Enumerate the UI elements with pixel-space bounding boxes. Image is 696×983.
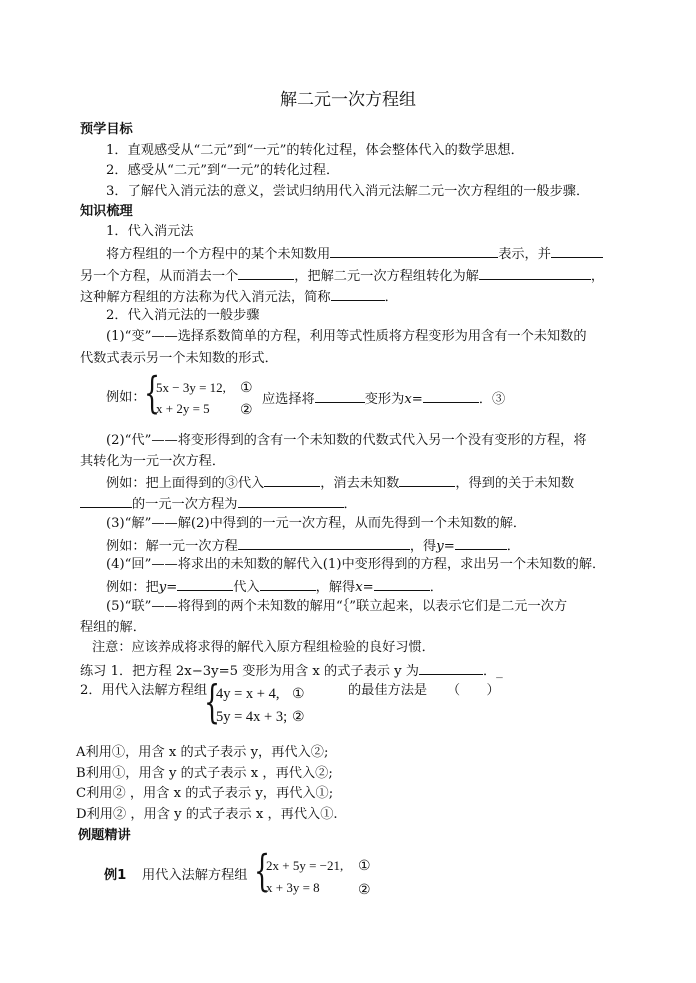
variable: x — [355, 580, 363, 595]
text-span: ．_ — [482, 664, 503, 679]
fill-blank — [238, 537, 410, 550]
subheading-substitution: 1．代入消元法 — [106, 224, 194, 239]
note: 注意：应该养成将求得的解代入原方程组检验的良好习惯． — [92, 640, 435, 655]
option-c: C利用② ，用含 x 的式子表示 y，再代入①; — [76, 786, 334, 801]
text-span: ， — [590, 269, 605, 284]
step-3: (3)“解”——解(2)中得到的一元一次方程，从而先得到一个未知数的解． — [106, 516, 527, 531]
equation-2: x + 2y = 5 — [156, 401, 210, 416]
text-span: ． — [506, 539, 520, 554]
fill-blank — [238, 495, 344, 508]
equation-number-2: ② — [358, 882, 371, 898]
equation-1: 4y = x + 4, — [216, 686, 280, 702]
fill-blank — [260, 578, 316, 591]
practice-1 — [80, 662, 503, 680]
question-tail: 的最佳方法是 （ ） — [348, 683, 500, 698]
equation-number-1: ① — [240, 380, 253, 396]
system-brace: { — [204, 675, 221, 728]
equation-number-2: ② — [292, 709, 305, 725]
text-span: = — [166, 580, 178, 595]
section-heading-knowledge: 知识梳理 — [80, 204, 133, 219]
example-lead: 例如： — [106, 390, 146, 405]
text-span: ，得到的关于未知数 — [455, 476, 575, 491]
fill-blank — [419, 662, 483, 675]
text-span: 表示，并 — [498, 247, 551, 262]
option-b: B利用①，用含 y 的式子表示 x ，再代入②; — [76, 766, 333, 781]
text-span: ． — [384, 290, 398, 305]
text-span: ，把解二元一次方程组转化为解 — [294, 269, 479, 284]
equation-1: 5x − 3y = 12, — [156, 380, 226, 395]
fill-blank — [374, 578, 430, 591]
equation-number-1: ① — [292, 686, 305, 702]
fill-blank — [80, 495, 132, 508]
fill-blank — [330, 245, 498, 258]
fill-blank — [423, 390, 479, 403]
text-span: 例如：解一元一次方程 — [106, 539, 238, 554]
text-span: 例如：把上面得到的③代入 — [106, 476, 265, 491]
step-5-line-1: (5)“联”——将得到的两个未知数的解用“｛”联立起来，以表示它们是二元一次方 — [106, 599, 568, 614]
text-span: ． — [343, 497, 357, 512]
step-5-line-2: 程组的解． — [80, 620, 146, 635]
system-brace: { — [144, 367, 161, 419]
step-4: (4)“回”——将求出的未知数的解代入(1)中变形得到的方程，求出另一个未知数的解． — [106, 557, 606, 572]
text-span: 这种解方程组的方法称为代入消元法，简称 — [80, 290, 331, 305]
paragraph-line — [106, 578, 443, 596]
section-heading-goals: 预学目标 — [80, 122, 133, 137]
paragraph-line — [106, 245, 603, 263]
equation-2: x + 3y = 8 — [266, 880, 320, 895]
text-span: 例如：把 — [106, 580, 159, 595]
text-span: 代入 — [233, 580, 260, 595]
text-span: 练习 1．把方程 2x−3y=5 变形为用含 x 的式子表示 y 为 — [80, 664, 419, 679]
option-a: A利用①，用含 x 的式子表示 y，再代入②; — [76, 745, 329, 760]
practice-2-lead: 2．用代入法解方程组 — [80, 683, 208, 698]
option-d: D利用② ，用含 y 的式子表示 x ，再代入①. — [76, 807, 338, 822]
equation-number-2: ② — [240, 402, 253, 418]
equation-number-1: ① — [358, 858, 371, 874]
example-label: 例1 — [104, 868, 127, 883]
goal-item-2: 2．感受从“二元”到“一元”的转化过程． — [106, 163, 340, 178]
fill-blank — [315, 390, 365, 403]
fill-blank — [238, 267, 294, 280]
text-span: ． — [429, 580, 443, 595]
fill-blank — [177, 578, 233, 591]
section-heading-examples: 例题精讲 — [78, 828, 131, 843]
paragraph-line — [80, 495, 357, 513]
paragraph-line — [106, 474, 574, 492]
fill-blank — [399, 474, 455, 487]
step-2-line-1: (2)“代”——将变形得到的含有一个未知数的代数式代入另一个没有变形的方程，将 — [106, 433, 587, 448]
variable: x — [404, 392, 412, 407]
step-1-line-2: 代数式表示另一个未知数的形式． — [80, 351, 278, 366]
page-title: 解二元一次方程组 — [280, 90, 416, 110]
fill-blank — [455, 537, 507, 550]
text-span: ，得 — [409, 539, 437, 554]
fill-blank — [331, 288, 385, 301]
goal-item-3: 3．了解代入消元法的意义，尝试归纳用代入消元法解二元一次方程组的一般步骤． — [106, 184, 590, 199]
variable: y — [436, 539, 444, 554]
text-span: 将方程组的一个方程中的某个未知数用 — [106, 247, 331, 262]
text-span: 的一元一次方程为 — [132, 497, 238, 512]
system-brace: { — [254, 845, 271, 897]
paragraph-line — [80, 288, 398, 306]
text-span: = — [411, 392, 423, 407]
text-span: 变形为 — [364, 392, 405, 407]
text-span: 应选择将 — [262, 392, 315, 407]
text-span: = — [443, 539, 455, 554]
paragraph-line — [106, 537, 520, 555]
fill-blank — [479, 267, 591, 280]
text-span: ，消去未知数 — [320, 476, 400, 491]
text-span: ，解得 — [315, 580, 356, 595]
subheading-steps: 2．代入消元法的一般步骤 — [106, 308, 260, 323]
example-text: 用代入法解方程组 — [142, 868, 248, 883]
text-span: = — [362, 580, 374, 595]
equation-2: 5y = 4x + 3; — [216, 709, 288, 725]
fill-blank — [551, 245, 603, 258]
text-span: ．③ — [478, 392, 506, 407]
paragraph-line — [80, 267, 604, 285]
variable: y — [158, 580, 167, 595]
paragraph-line — [262, 390, 505, 408]
step-2-line-2: 其转化为一元一次方程． — [80, 454, 226, 469]
fill-blank — [264, 474, 320, 487]
goal-item-1: 1．直观感受从“二元”到“一元”的转化过程，体会整体代入的数学思想． — [106, 143, 524, 158]
text-span: 另一个方程，从而消去一个 — [80, 269, 239, 284]
equation-1: 2x + 5y = −21, — [266, 858, 344, 873]
step-1-line-1: (1)“变”——选择系数简单的方程，利用等式性质将方程变形为用含有一个未知数的 — [106, 329, 587, 344]
